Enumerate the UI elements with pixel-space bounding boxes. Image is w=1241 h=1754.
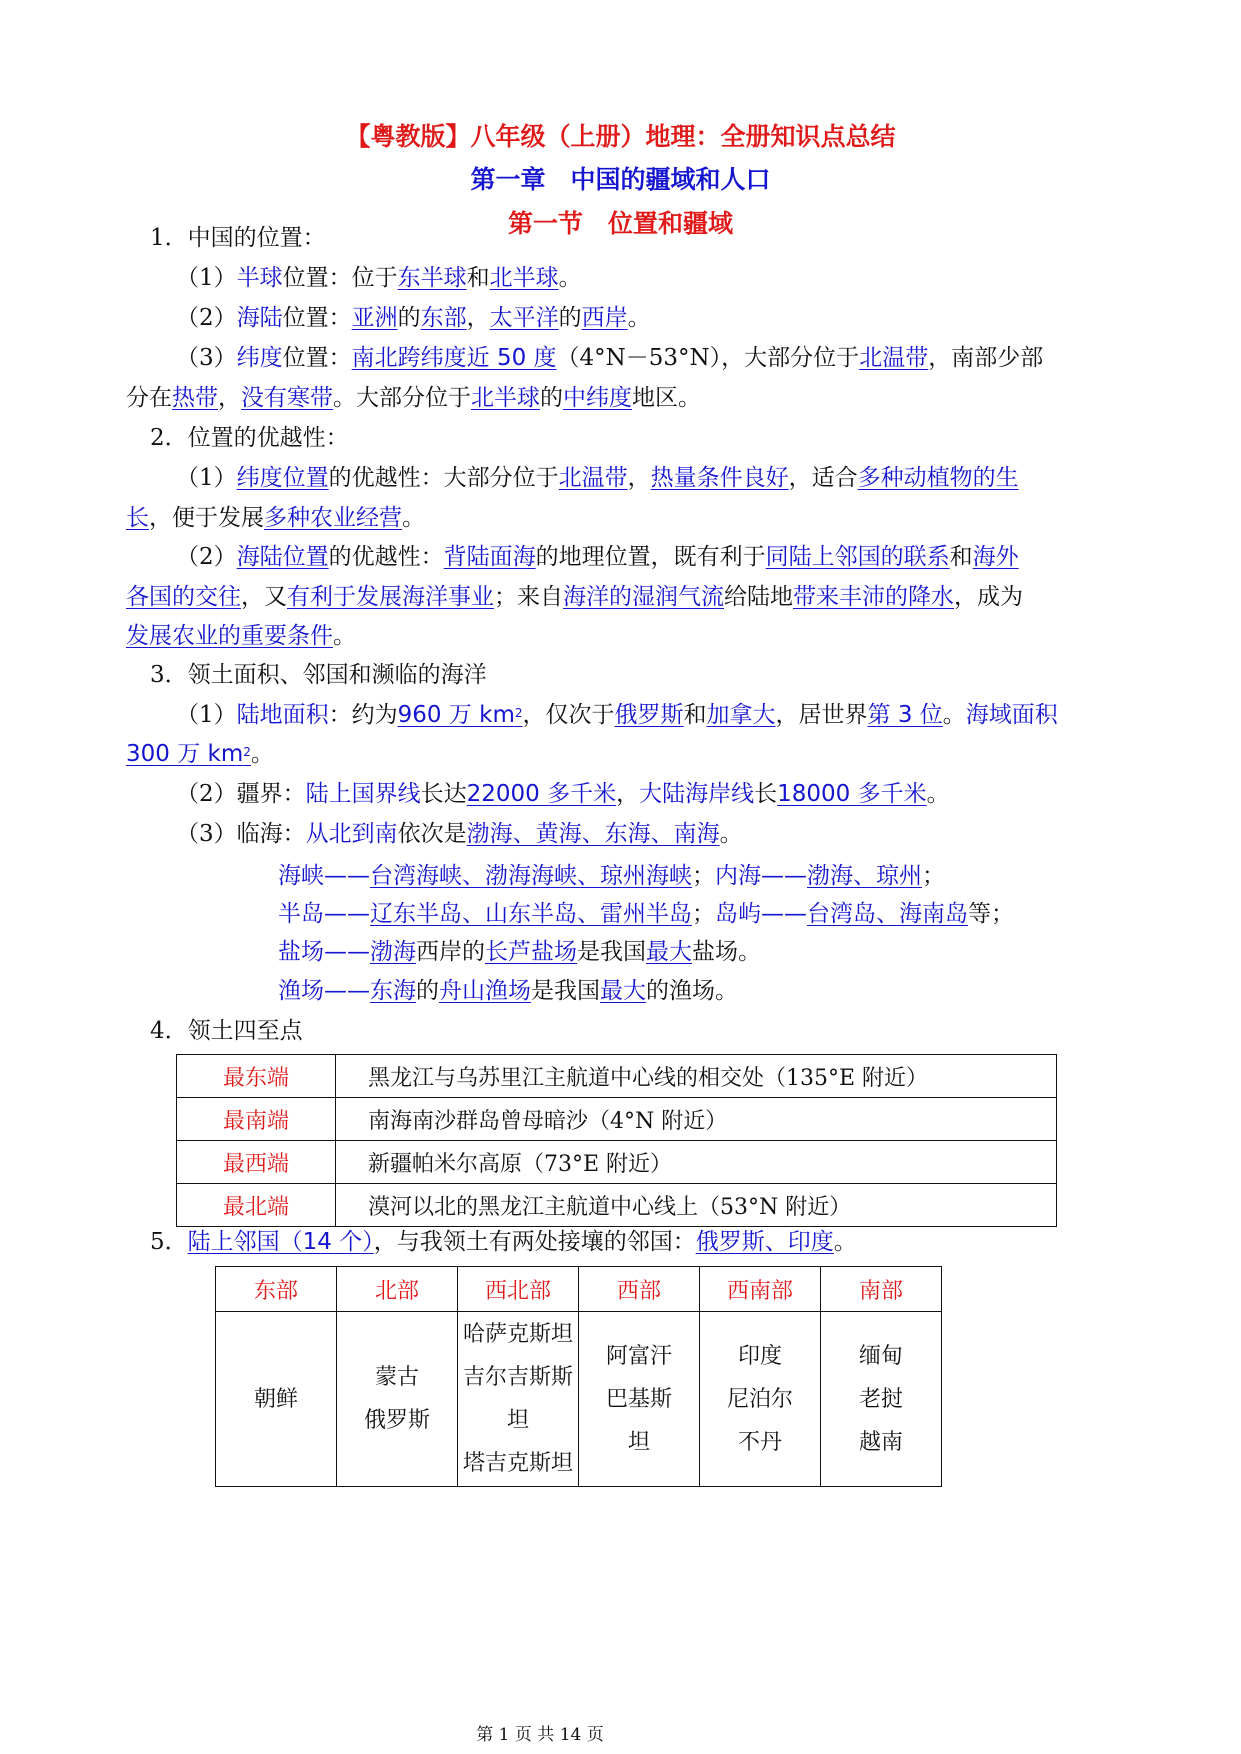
section-title: 第一节 位置和疆域: [507, 209, 733, 238]
para-1-2: （2）海陆位置：亚洲的东部，太平洋的西岸。: [176, 305, 651, 331]
table-row: 最南端 南海南沙群岛曾母暗沙（4°N 附近）: [177, 1098, 1057, 1141]
extreme-points-table: [176, 1054, 1057, 1227]
salt-field-line: 盐场——渤海西岸的长芦盐场是我国最大盐场。: [278, 939, 761, 965]
para-3-3: （3）临海：从北到南依次是渤海、黄海、东海、南海。: [176, 821, 743, 847]
peninsula-line: 半岛——辽东半岛、山东半岛、雷州半岛；岛屿——台湾岛、海南岛等；: [278, 901, 1014, 927]
cell-north: 蒙古 俄罗斯: [337, 1312, 458, 1487]
cell-south: 缅甸 老挝 越南: [821, 1312, 942, 1487]
para-2-2-cont2: 发展农业的重要条件。: [126, 623, 356, 649]
para-2-2: （2）海陆位置的优越性：背陆面海的地理位置，既有利于同陆上邻国的联系和海外: [176, 544, 1019, 570]
strait-line: 海峡——台湾海峡、渤海海峡、琼州海峡；内海——渤海、琼州；: [278, 863, 945, 889]
neighbors-table: [215, 1266, 942, 1487]
table-header-row: 东部 北部 西北部 西部 西南部 南部: [216, 1267, 942, 1312]
cell-west: 阿富汗 巴基斯 坦: [579, 1312, 700, 1487]
heading-2: 2．位置的优越性：: [150, 425, 349, 451]
table-row: 最北端 漠河以北的黑龙江主航道中心线上（53°N 附近）: [177, 1184, 1057, 1227]
table-row: [216, 1312, 942, 1487]
para-2-1-cont: 长，便于发展多种农业经营。: [126, 505, 425, 531]
heading-1: 1．中国的位置：: [150, 225, 326, 251]
chapter-title: 第一章 中国的疆域和人口: [470, 165, 771, 194]
para-3-2: （2）疆界：陆上国界线长达22000 多千米，大陆海岸线长18000 多千米。: [176, 781, 950, 807]
cell-southwest: 印度 尼泊尔 不丹: [700, 1312, 821, 1487]
document-title: 【粤教版】八年级（上册）地理：全册知识点总结: [345, 122, 896, 151]
table-row: 最西端 新疆帕米尔高原（73°E 附近）: [177, 1141, 1057, 1184]
para-1-3: （3）纬度位置：南北跨纬度近 50 度（4°N－53°N），大部分位于北温带，南部少部: [176, 345, 1044, 371]
para-1-3-cont: 分在热带，没有寒带。大部分位于北半球的中纬度地区。: [126, 385, 701, 411]
table-row: 最东端 黑龙江与乌苏里江主航道中心线的相交处（135°E 附近）: [177, 1055, 1057, 1098]
heading-3: 3．领土面积、邻国和濒临的海洋: [150, 662, 487, 688]
para-2-2-cont: 各国的交往，又有利于发展海洋事业；来自海洋的湿润气流给陆地带来丰沛的降水，成为: [126, 584, 1023, 610]
para-1-1: （1）半球位置：位于东半球和北半球。: [176, 265, 582, 291]
heading-4: 4．领土四至点: [150, 1018, 303, 1044]
page-footer: 第 1 页 共 14 页: [476, 1725, 604, 1745]
para-5: 5．陆上邻国（14 个），与我领土有两处接壤的邻国：俄罗斯、印度。: [150, 1229, 857, 1255]
fishery-line: 渔场——东海的舟山渔场是我国最大的渔场。: [278, 978, 738, 1004]
cell-east: 朝鲜: [216, 1312, 337, 1487]
para-2-1: （1）纬度位置的优越性：大部分位于北温带，热量条件良好，适合多种动植物的生: [176, 465, 1019, 491]
para-3-1-cont: 300 万 $km^2$。: [126, 741, 274, 767]
cell-northwest: 哈萨克斯坦 吉尔吉斯斯 坦 塔吉克斯坦: [458, 1312, 579, 1487]
para-3-1: （1）陆地面积：约为960 万 $km^2$，仅次于俄罗斯和加拿大，居世界第 3 位。海域面积: [176, 702, 1058, 728]
